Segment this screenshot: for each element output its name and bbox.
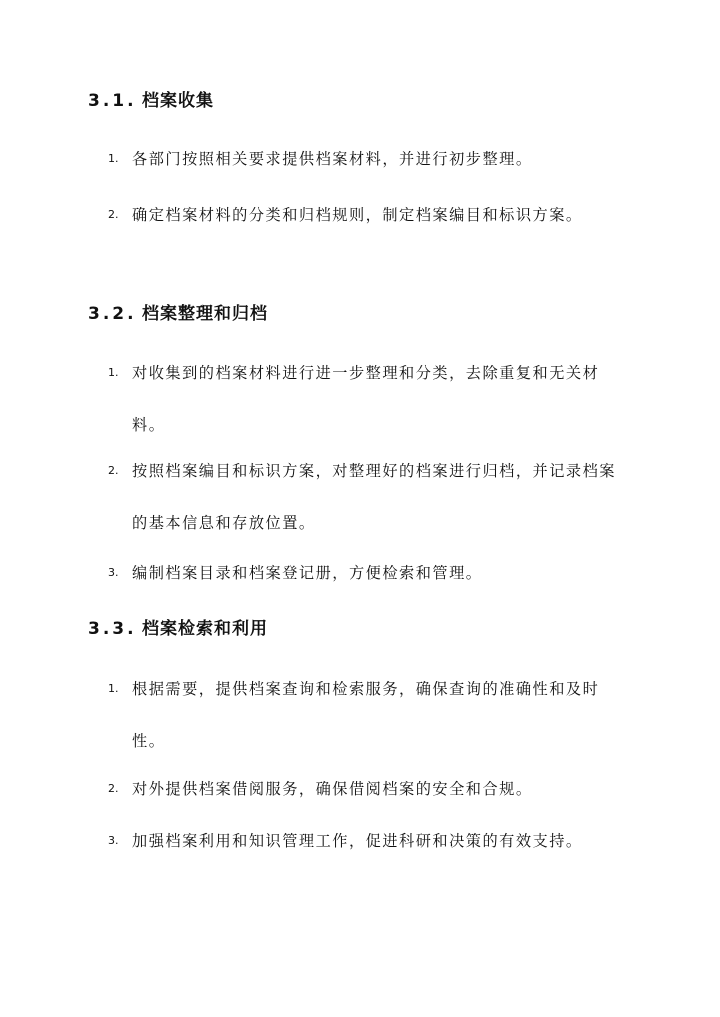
section-title: 档案收集 bbox=[142, 91, 214, 111]
list-marker: 2. bbox=[108, 782, 119, 795]
list-item-text: 对收集到的档案材料进行进一步整理和分类，去除重复和无关材料。 bbox=[132, 364, 600, 434]
list-marker: 2. bbox=[108, 464, 119, 477]
list-marker: 1. bbox=[108, 366, 119, 379]
section-number: 3.1. bbox=[88, 91, 137, 111]
list-item-text: 各部门按照相关要求提供档案材料，并进行初步整理。 bbox=[132, 150, 533, 168]
section-heading-3-2 bbox=[88, 303, 268, 325]
section-number: 3.2. bbox=[88, 304, 137, 324]
list-item-text: 按照档案编目和标识方案，对整理好的档案进行归档，并记录档案的基本信息和存放位置。 bbox=[132, 462, 616, 532]
section-heading-3-3 bbox=[88, 618, 268, 640]
section-heading-3-1 bbox=[88, 90, 214, 112]
list-item-3-3-1 bbox=[108, 678, 628, 767]
list-item-text: 加强档案利用和知识管理工作，促进科研和决策的有效支持。 bbox=[132, 832, 583, 850]
section-number: 3.3. bbox=[88, 619, 137, 639]
section-title: 档案整理和归档 bbox=[142, 304, 268, 324]
list-marker: 3. bbox=[108, 566, 119, 579]
list-item-3-3-2 bbox=[108, 778, 628, 815]
list-item-text: 对外提供档案借阅服务，确保借阅档案的安全和合规。 bbox=[132, 780, 533, 798]
list-item-text: 根据需要，提供档案查询和检索服务，确保查询的准确性和及时性。 bbox=[132, 680, 600, 750]
list-item-3-1-1 bbox=[108, 148, 628, 185]
list-item-3-3-3 bbox=[108, 830, 628, 867]
list-marker: 2. bbox=[108, 208, 119, 221]
section-title: 档案检索和利用 bbox=[142, 619, 268, 639]
list-marker: 1. bbox=[108, 682, 119, 695]
list-item-3-2-1 bbox=[108, 362, 628, 451]
list-item-3-2-2 bbox=[108, 460, 628, 549]
list-item-text: 确定档案材料的分类和归档规则，制定档案编目和标识方案。 bbox=[132, 206, 583, 224]
list-item-3-1-2 bbox=[108, 204, 628, 241]
list-item-3-2-3 bbox=[108, 562, 628, 599]
list-marker: 1. bbox=[108, 152, 119, 165]
list-marker: 3. bbox=[108, 834, 119, 847]
list-item-text: 编制档案目录和档案登记册，方便检索和管理。 bbox=[132, 564, 483, 582]
